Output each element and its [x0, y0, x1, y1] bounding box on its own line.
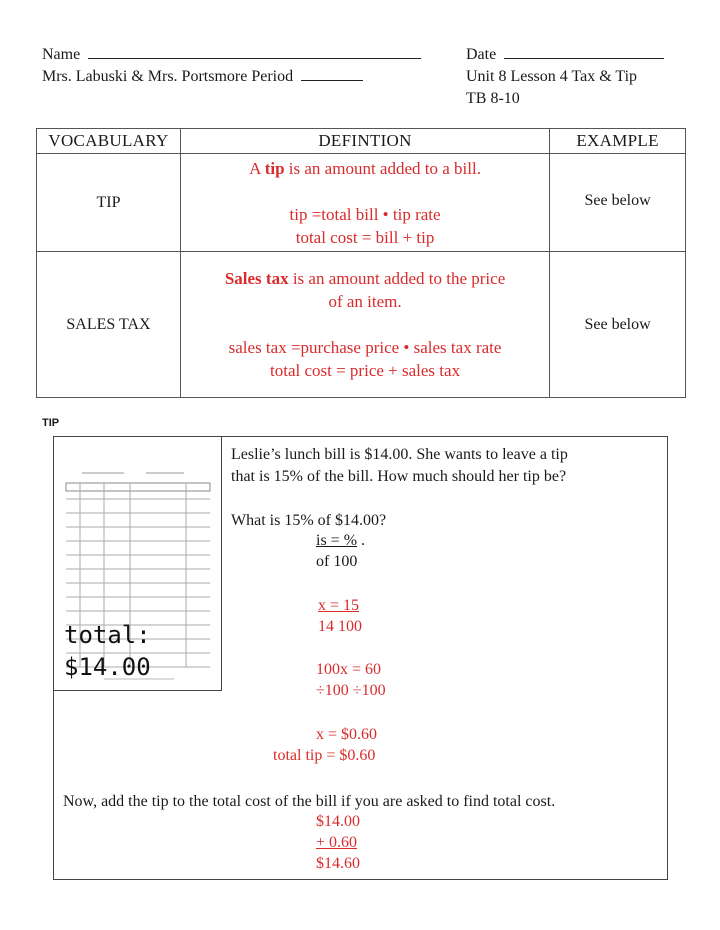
table-row-tip [37, 154, 686, 252]
period-blank[interactable] [301, 66, 363, 81]
cross-multiply-equation: 100x = 60 [316, 661, 382, 678]
col-header-definition: DEFINTION [180, 129, 549, 154]
svg-text:$14.00: $14.00 [64, 653, 151, 681]
problem-line-2: that is 15% of the bill. How much should her tip be? [231, 468, 567, 485]
tip-section-label: TIP [42, 417, 60, 429]
table-header-row [37, 129, 686, 154]
def-text: is an amount added to the price [288, 269, 506, 288]
teachers-label: Mrs. Labuski & Mrs. Portsmore Period [42, 68, 294, 85]
example-tip: See below [550, 154, 686, 252]
tip-total-formula: total cost = bill + tip [295, 227, 435, 247]
term-tip: TIP [37, 154, 181, 252]
proportion-bottom: of 100 [316, 553, 358, 570]
total-tip: total tip = $0.60 [273, 747, 376, 764]
date-blank[interactable] [504, 44, 664, 59]
example-sales-tax: See below [550, 252, 686, 398]
receipt-lines-graphic [54, 437, 221, 690]
date-line [466, 44, 664, 66]
def-text: is an amount added to a bill. [284, 158, 481, 178]
proportion-top: is = % . [316, 532, 366, 549]
col-header-example: EXAMPLE [550, 129, 686, 154]
sales-tax-total-formula: total cost = price + sales tax [270, 361, 461, 380]
equation-bottom: 14 100 [318, 618, 362, 635]
equation-top: x = 15 [318, 597, 360, 614]
def-bold-term: Sales tax [224, 269, 289, 288]
name-label: Name [42, 46, 81, 63]
col-header-vocabulary: VOCABULARY [37, 129, 181, 154]
divide-step: ÷100 ÷100 [316, 682, 386, 699]
result-equation: x = $0.60 [316, 726, 378, 743]
tb-label: TB 8-10 [466, 90, 520, 107]
lesson-title: Unit 8 Lesson 4 Tax & Tip [466, 68, 638, 85]
vocabulary-table [36, 128, 686, 398]
table-row-sales-tax [37, 252, 686, 398]
def-text-line2: of an item. [328, 292, 402, 311]
instruction-text: Now, add the tip to the total cost of the bill if you are asked to find total cost. [63, 793, 556, 810]
definition-tip [180, 154, 549, 252]
sum-line-2: + 0.60 [316, 834, 358, 851]
teacher-line [42, 66, 363, 88]
name-line [42, 44, 421, 66]
receipt-total-label: total: [64, 621, 151, 649]
sum-total: $14.60 [316, 855, 360, 872]
def-bold-term: tip [264, 158, 285, 178]
name-blank[interactable] [88, 44, 421, 59]
receipt-image [53, 436, 222, 691]
date-label: Date [466, 46, 497, 63]
definition-sales-tax [180, 252, 549, 398]
term-sales-tax: SALES TAX [37, 252, 181, 398]
def-prefix: A [249, 158, 265, 178]
sales-tax-formula: sales tax =purchase price • sales tax rate [228, 338, 502, 357]
problem-line-1: Leslie’s lunch bill is $14.00. She wants to leave a tip [231, 446, 568, 463]
tip-formula: tip =total bill • tip rate [289, 204, 441, 224]
question-text: What is 15% of $14.00? [231, 512, 387, 529]
sum-line-1: $14.00 [316, 813, 360, 830]
